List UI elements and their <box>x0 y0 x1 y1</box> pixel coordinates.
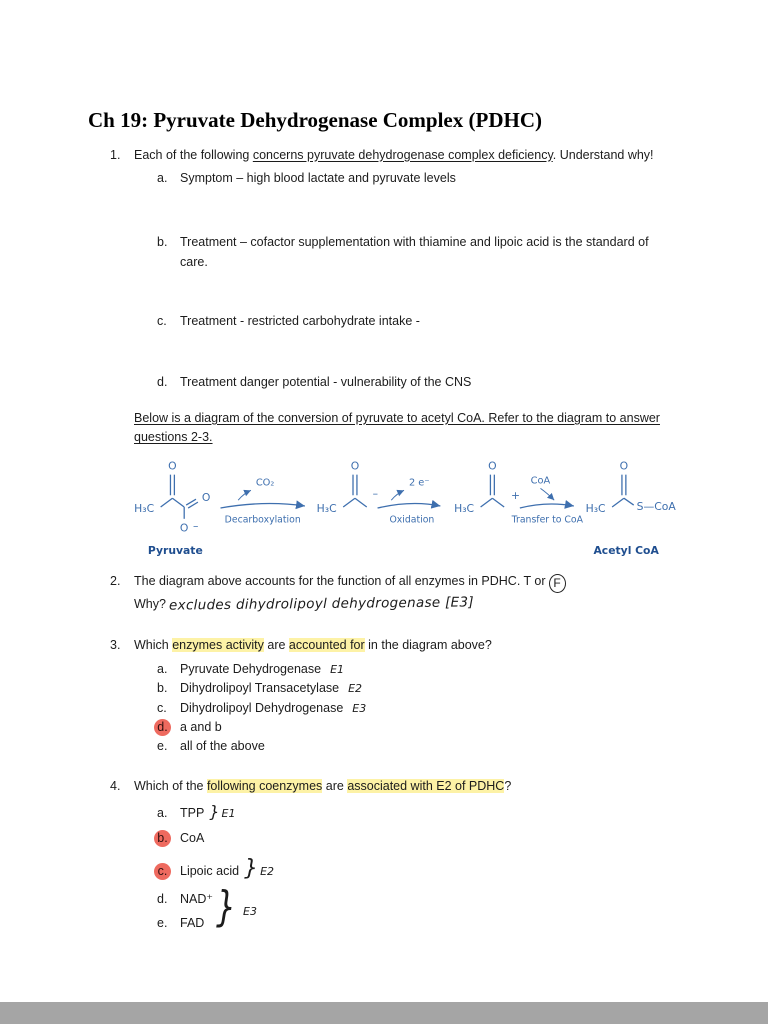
option-letter: c. <box>157 314 167 329</box>
handwritten-annotation: E1 <box>221 807 236 821</box>
option-letter <box>157 718 180 737</box>
handwritten-brace: } <box>209 802 220 822</box>
q3-option-e <box>157 737 718 756</box>
q4-option-b <box>157 829 718 848</box>
q4-options-d-e-group <box>88 882 718 933</box>
acetyl-atom-labels <box>454 459 520 514</box>
stem-text: in the diagram above? <box>364 638 492 653</box>
option-text: FAD <box>180 915 205 930</box>
oxygen-label: O <box>179 521 189 535</box>
oxygen-label: O <box>619 459 629 473</box>
pyruvate-name-label: Pyruvate <box>147 543 203 557</box>
highlighted-text: following coenzymes <box>206 778 323 793</box>
q1-option-b <box>157 233 718 272</box>
stem-text: ? <box>504 778 512 793</box>
question-1 <box>88 146 718 393</box>
question-2-answer <box>134 594 718 615</box>
q1-option-a <box>157 169 718 188</box>
reaction-diagram <box>134 456 718 562</box>
acetyl-structure <box>481 474 505 506</box>
handwritten-annotation: E1 <box>330 662 345 676</box>
oxygen-label: O <box>168 459 177 473</box>
question-3 <box>88 636 718 756</box>
diagram-intro: Below is a diagram of the conversion of pyruvate to acetyl CoA. Refer to the diagram to answer questions 2-3. <box>134 410 660 445</box>
handwritten-annotation: E2 <box>348 682 363 696</box>
option-letter: e. <box>157 739 168 754</box>
acetyl-coa-structure <box>612 474 634 506</box>
electrons-label: 2 e⁻ <box>408 476 430 488</box>
option-letter: a. <box>157 170 168 185</box>
option-text: Treatment – cofactor supplementation with thiamine and lipoic acid is the standard of care. <box>180 235 649 269</box>
question-4 <box>88 777 718 933</box>
option-text: Dihydrolipoyl Transacetylase <box>180 681 340 696</box>
option-letter <box>157 829 180 848</box>
stem-text: Which <box>134 638 173 653</box>
acetyl-coa-name-label: Acetyl CoA <box>593 543 659 557</box>
question-4-stem <box>134 777 511 796</box>
q3-option-a <box>157 660 718 679</box>
minus-charge: – <box>193 519 199 533</box>
option-letter: c. <box>157 700 167 715</box>
q4-option-e <box>157 914 718 933</box>
stem-text: Which of the <box>134 778 207 793</box>
red-circled-letter: d. <box>154 719 171 736</box>
handwritten-answer: excludes dihydrolipoyl dehydrogenase [E3] <box>169 593 475 614</box>
methyl-label: H₃C <box>316 501 337 515</box>
option-text: TPP <box>180 806 205 821</box>
question-1-stem <box>134 146 654 165</box>
q3-option-d <box>157 718 718 737</box>
co2-label: CO₂ <box>255 476 275 488</box>
option-text: a and b <box>180 719 222 734</box>
highlighted-text: associated with E2 of PDHC <box>347 778 505 793</box>
stem-text: . Understand why! <box>552 147 654 162</box>
option-text: NAD⁺ <box>180 892 213 907</box>
question-2-stem <box>134 572 566 593</box>
handwritten-annotation: E3 <box>352 701 367 715</box>
oxidation-arrow <box>378 477 441 525</box>
why-label: Why? <box>134 596 166 611</box>
option-letter: a. <box>157 661 168 676</box>
step3-label: Transfer to CoA <box>511 514 583 526</box>
methyl-label: H₃C <box>585 501 606 515</box>
stem-text: are <box>322 778 348 793</box>
q3-option-c <box>157 699 718 718</box>
q1-option-c <box>157 312 718 331</box>
oxygen-label: O <box>201 490 211 504</box>
q4-option-c <box>157 852 718 886</box>
handwritten-annotation: E2 <box>260 865 275 879</box>
option-text: Dihydrolipoyl Dehydrogenase <box>180 700 344 715</box>
acetyl-coa-atom-labels <box>586 459 677 514</box>
handwritten-brace: } <box>244 856 259 882</box>
stem-text: The diagram above accounts for the function of all enzymes in PDHC. T or <box>134 573 546 588</box>
q1-option-d <box>157 373 718 392</box>
handwritten-annotation: E3 <box>243 905 257 919</box>
circled-answer-F: F <box>549 574 566 593</box>
s-coa-label: S—CoA <box>636 499 676 513</box>
methyl-label: H₃C <box>454 501 475 515</box>
step2-label: Oxidation <box>389 514 435 526</box>
option-letter: e. <box>157 915 168 930</box>
plus-charge: + <box>511 488 521 502</box>
q3-option-b <box>157 679 718 698</box>
option-text: Treatment danger potential - vulnerability of the CNS <box>180 375 472 390</box>
option-letter: a. <box>157 806 168 821</box>
question-1-number: 1. <box>110 147 121 162</box>
stem-text: are <box>263 638 289 653</box>
red-circled-letter: b. <box>154 830 171 847</box>
option-text: Lipoic acid <box>180 864 240 879</box>
oxygen-label: O <box>350 459 360 473</box>
intermediate-atom-labels <box>317 459 378 514</box>
option-letter: d. <box>157 892 168 907</box>
option-letter: b. <box>157 235 168 250</box>
option-text: all of the above <box>180 739 265 754</box>
decarboxylation-arrow <box>221 477 305 525</box>
option-letter: d. <box>157 375 168 390</box>
option-letter: b. <box>157 681 168 696</box>
page-title: Ch 19: Pyruvate Dehydrogenase Complex (PDHC) <box>88 108 542 132</box>
option-letter <box>157 862 180 881</box>
q4-option-d <box>157 890 718 909</box>
question-3-number: 3. <box>110 638 121 653</box>
stem-text: Each of the following <box>134 147 253 162</box>
q4-option-a <box>157 800 718 825</box>
option-text: Symptom – high blood lactate and pyruvate levels <box>180 170 456 185</box>
viewer-footer-bar <box>0 1002 768 1024</box>
minus-charge: – <box>372 486 379 500</box>
highlighted-text: accounted for <box>288 638 365 653</box>
question-4-number: 4. <box>110 778 121 793</box>
red-circled-letter: c. <box>154 863 171 880</box>
transfer-arrow <box>511 475 584 525</box>
highlighted-text: enzymes activity <box>172 638 264 653</box>
pyruvate-to-acetyl-coa-diagram <box>134 456 679 562</box>
question-2-number: 2. <box>110 573 121 588</box>
stem-underlined-text: concerns pyruvate dehydrogenase complex deficiency <box>252 147 553 162</box>
step1-label: Decarboxylation <box>224 514 301 526</box>
question-2 <box>88 572 718 615</box>
option-text: Pyruvate Dehydrogenase <box>180 661 322 676</box>
oxygen-label: O <box>488 459 497 473</box>
option-text: CoA <box>180 830 205 845</box>
handwritten-brace-large: } <box>216 882 237 932</box>
methyl-label: H₃C <box>134 501 155 515</box>
intermediate-structure <box>343 474 367 506</box>
option-text: Treatment - restricted carbohydrate intake - <box>180 314 420 329</box>
question-3-stem <box>134 636 492 655</box>
coa-label: CoA <box>530 475 551 487</box>
pyruvate-atom-labels <box>134 459 210 534</box>
pyruvate-structure <box>161 474 198 518</box>
